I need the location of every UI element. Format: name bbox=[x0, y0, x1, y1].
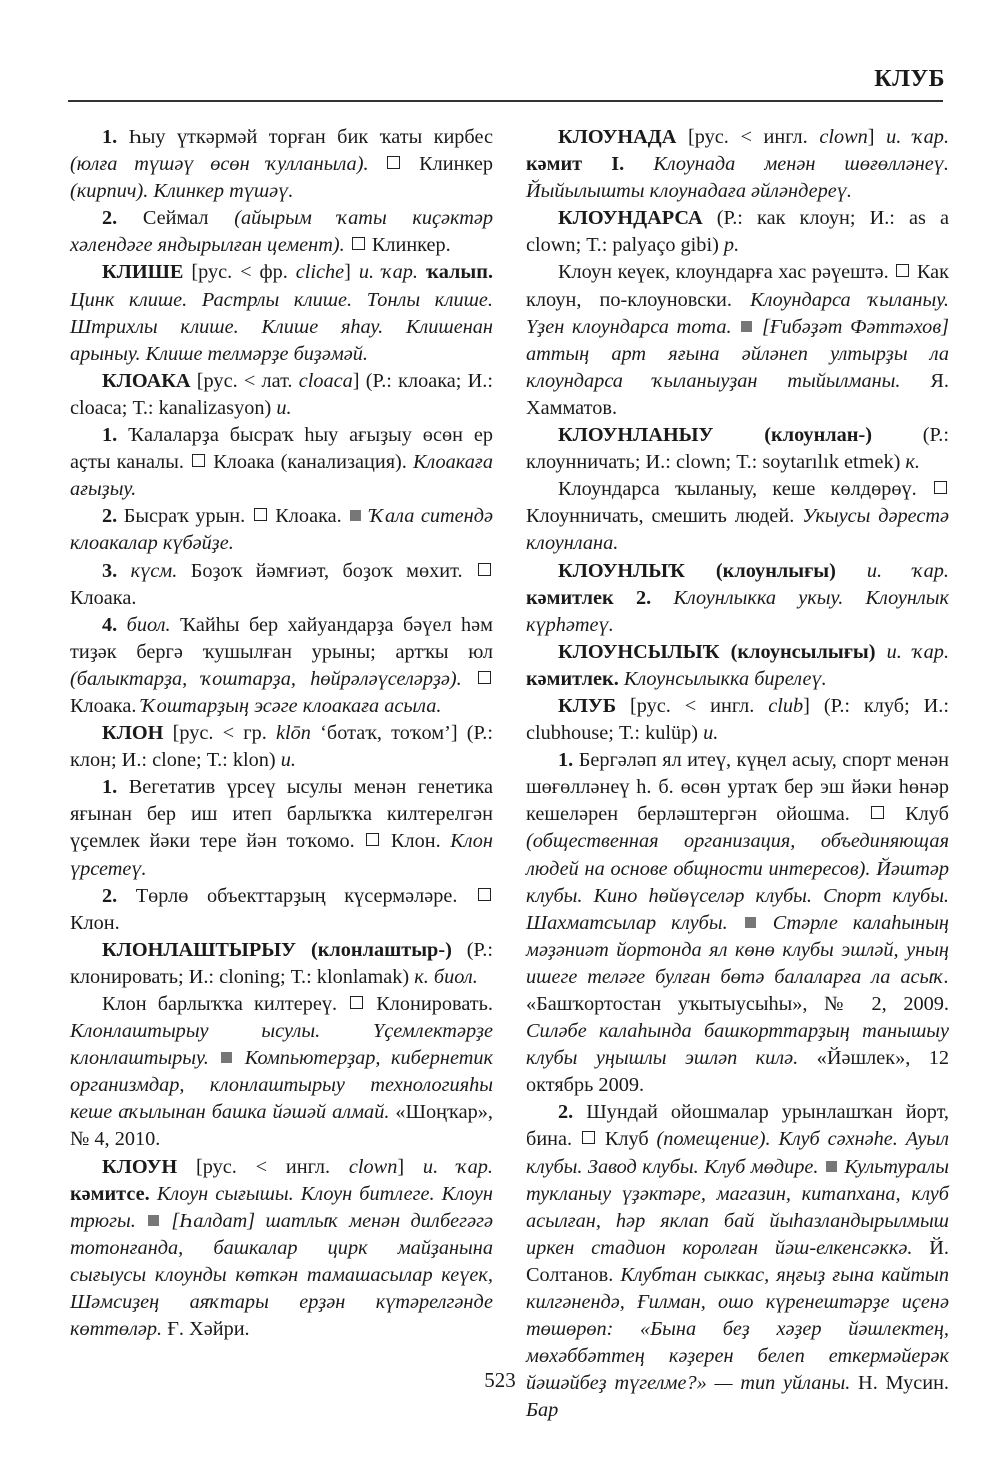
dictionary-paragraph bbox=[526, 476, 949, 557]
body-text bbox=[136, 1210, 146, 1232]
headword-bold-text: КЛОУНАДА bbox=[558, 126, 677, 148]
dictionary-paragraph bbox=[526, 693, 949, 747]
italic-text: Компьютерҙар, кибернетик организмдар, клонлаштырыу технологияһы кеше аҡылынан башка йәшәй алмай. bbox=[70, 1047, 493, 1124]
body-text bbox=[754, 316, 762, 338]
italic-text: Клон үрсетеү. bbox=[70, 830, 493, 880]
dictionary-paragraph bbox=[70, 612, 493, 720]
russian-equivalent-box-icon bbox=[871, 806, 884, 819]
dictionary-paragraph bbox=[70, 1154, 493, 1344]
dictionary-paragraph bbox=[70, 774, 493, 882]
body-text: ] bbox=[344, 261, 359, 284]
italic-text: Бар bbox=[526, 1399, 559, 1422]
body-text: Клоунничать, смешить людей. bbox=[526, 505, 803, 528]
italic-text: и. ҡар. bbox=[422, 1155, 494, 1178]
italic-text: [Ғибәҙәт Фәттәхов] аттың арт яғына әйләнеп ултырҙы ла клоундарса ҡыланыуҙан тыйылманы. bbox=[526, 315, 950, 392]
dictionary-paragraph bbox=[70, 991, 493, 1154]
body-text: (Р.: как клоун; И.: as a clown; Т.: palyaço gibi) bbox=[526, 207, 949, 257]
body-text: Ғ. Хәйри. bbox=[162, 1318, 250, 1341]
body-text: Сеймал bbox=[142, 207, 235, 230]
headword-bold-text: 1. bbox=[558, 749, 579, 772]
headword-bold-text: (клоунлығы) bbox=[715, 559, 836, 582]
italic-text: Клоунсылыкка бирелеү. bbox=[623, 667, 827, 690]
body-text: Һыу үткәрмәй торған бик ҡаты кирбес bbox=[128, 126, 493, 148]
italic-text: klōn bbox=[276, 722, 311, 745]
italic-text: Клубтан сыккас, яңғыҙ ғына кайтып килгәнендә, Ғилман, ошо күренештәрҙе иҫенә төшөрөп: «Бына беҙ хәҙер йәшлектең, мөхәббәттең кәҙерен белеп еткермәйерәк йәшәйбеҙ түгелме?» — тип уйланы. bbox=[526, 1263, 949, 1395]
body-text: [рус. < ингл. bbox=[676, 126, 820, 148]
dictionary-paragraph bbox=[526, 422, 949, 476]
italic-text: (айырым ҡаты киҫәктәр хәлендәге яндырылған цемент). bbox=[70, 207, 494, 257]
body-text: [рус. < фр. bbox=[183, 261, 296, 284]
russian-equivalent-box-icon bbox=[478, 888, 491, 901]
body-text: Шундай ойошмалар урынлашҡан йорт, бина. bbox=[526, 1101, 949, 1151]
headword-bold-text: 1. bbox=[102, 776, 129, 799]
dictionary-paragraph bbox=[70, 205, 493, 259]
headword-bold-text: КЛИШЕ bbox=[102, 261, 184, 284]
italic-text: (балыктарҙа, ҡоштарҙа, һөйрәләүселәрҙә). bbox=[70, 667, 462, 690]
body-text: Клуб bbox=[885, 803, 949, 826]
russian-equivalent-box-icon bbox=[254, 508, 267, 521]
italic-text: и. ҡар. bbox=[886, 640, 950, 663]
italic-text: Ҡоштарҙың эсәге клоакаға асыла. bbox=[141, 694, 442, 717]
headword-bold-text: КЛУБ bbox=[558, 694, 617, 717]
body-text bbox=[462, 668, 476, 690]
headword-bold-text: 4. bbox=[102, 613, 127, 636]
headword-bold-text: КЛОУНЛЫҠ bbox=[558, 559, 685, 582]
headword-bold-text: КЛОУНЛАНЫУ (клоунлан-) bbox=[558, 424, 872, 447]
headword-bold-text: 1. bbox=[102, 424, 129, 447]
body-text bbox=[418, 261, 426, 283]
italic-text: Укыусы дәрестә клоунлана. bbox=[526, 505, 949, 555]
body-text bbox=[728, 912, 743, 934]
russian-equivalent-box-icon bbox=[582, 1131, 595, 1144]
body-text: Клуб bbox=[596, 1128, 657, 1151]
body-text: Клонировать. bbox=[365, 993, 493, 1015]
italic-text: к. биол. bbox=[414, 965, 478, 988]
body-text bbox=[369, 153, 386, 175]
body-text bbox=[876, 641, 887, 663]
italic-text: Клоун сығышы. Клоун битлеге. Клоун трюгы. bbox=[70, 1182, 493, 1232]
body-text bbox=[296, 939, 311, 961]
body-text: ‘ботаҡ, тоҡом’] (Р.: клон; И.: clone; Т.: klon) bbox=[70, 722, 493, 772]
italic-text: күсм. bbox=[130, 559, 178, 582]
body-text: «Шоңҡар», № 4, 2010. bbox=[70, 1101, 493, 1151]
dictionary-paragraph bbox=[526, 747, 949, 1099]
italic-text: (кирпич). Клинкер түшәү. bbox=[70, 180, 294, 203]
headword-bold-text: 2. bbox=[102, 207, 143, 230]
italic-text: (помещение). Клуб сәхнәһе. Ауыл клубы. Завод клубы. Клуб мөдире. bbox=[526, 1128, 950, 1178]
italic-text: cliche bbox=[295, 261, 345, 284]
italic-text: (юлға түшәү өсөн ҡулланыла). bbox=[70, 153, 369, 176]
body-text: [рус. < лат. bbox=[190, 369, 299, 392]
russian-equivalent-box-icon bbox=[478, 671, 491, 684]
body-text: Клон. bbox=[70, 911, 120, 934]
body-text: (Р.: клоунничать; И.: clown; Т.: soytarılık etmek) bbox=[526, 424, 949, 474]
citation-square-icon bbox=[741, 321, 752, 332]
running-head: КЛУБ bbox=[874, 66, 945, 92]
body-text: Төрлө объекттарҙың күсермәләре. bbox=[135, 884, 477, 907]
russian-equivalent-box-icon bbox=[350, 996, 363, 1009]
body-text: ] bbox=[867, 126, 887, 148]
body-text: Вегетатив үрсеү ысулы менән генетика яғынан бер иш итеп барлыҡҡа килтерелгән үҫемлек йәки тере йән тоҡомо. bbox=[70, 776, 494, 853]
body-text bbox=[651, 587, 673, 609]
italic-text: и. bbox=[280, 749, 296, 772]
headword-bold-text: (клонлаштыр-) bbox=[310, 938, 452, 961]
body-text bbox=[150, 1183, 157, 1205]
dictionary-paragraph bbox=[70, 124, 493, 205]
body-text: «Йәшлек», 12 октябрь 2009. bbox=[526, 1047, 950, 1097]
italic-text: биол. bbox=[126, 613, 171, 636]
page-number: 523 bbox=[484, 1368, 516, 1392]
headword-bold-text: КЛОУНДАРСА bbox=[558, 207, 703, 230]
body-text: Клоундарса ҡыланыу, кеше көлдөрөү. bbox=[558, 478, 932, 501]
body-text bbox=[345, 234, 350, 256]
citation-square-icon bbox=[350, 510, 361, 521]
dictionary-paragraph bbox=[70, 558, 493, 612]
italic-text: Клоакаға ағыҙыу. bbox=[70, 451, 493, 501]
dictionary-paragraph bbox=[526, 639, 949, 693]
body-text: (Р.: клонировать; И.: cloning; Т.: klonlamak) bbox=[70, 938, 493, 988]
citation-square-icon bbox=[745, 917, 756, 928]
body-text: Я. Хамматов. bbox=[526, 369, 949, 419]
headword-bold-text: кәмит I. bbox=[526, 153, 625, 176]
headword-bold-text: 2. bbox=[558, 1101, 587, 1124]
citation-square-icon bbox=[826, 1161, 837, 1172]
italic-text: clown bbox=[819, 126, 868, 148]
body-text: Бергәләп ял итеү, күңел асыу, спорт менән шөғөлләнеү һ. б. өсөн уртаҡ бер эш йәки һөнәр кешеләрен берләштергән ойошма. bbox=[526, 749, 950, 826]
left-column bbox=[70, 124, 493, 1343]
citation-square-icon bbox=[148, 1215, 159, 1226]
body-text bbox=[234, 1047, 244, 1069]
body-text: Бысраҡ урын. bbox=[123, 505, 252, 528]
italic-text: Клоунада менән шөғөлләнеү. Йыйылышты клоунадаға әйләндереү. bbox=[526, 153, 949, 203]
headword-bold-text: 1. bbox=[102, 126, 129, 148]
body-text bbox=[161, 1210, 171, 1232]
italic-text: и. bbox=[703, 722, 719, 745]
dictionary-paragraph bbox=[526, 205, 949, 259]
headword-bold-text: (клоунсылығы) bbox=[730, 640, 876, 663]
italic-text: Цинк клише. Растрлы клише. Тонлы клише. Штрихлы клише. Клише яһау. Клишенан арыныу. Клише телмәрҙе биҙәмәй. bbox=[70, 288, 493, 365]
body-text: ] (Р.: клуб; И.: clubhouse; Т.: kulüp) bbox=[526, 694, 949, 745]
body-text: Й. Солтанов. bbox=[526, 1236, 950, 1286]
headword-bold-text: 2. bbox=[102, 884, 136, 907]
italic-text: Клоунлыкка укыу. Клоунлык күрһәтеү. bbox=[526, 586, 949, 636]
italic-text: и. ҡар. bbox=[358, 261, 419, 284]
body-text: Ҡалаларҙа бысраҡ һыу ағыҙыу өсөн ер аҫты каналы. bbox=[70, 424, 494, 474]
dictionary-paragraph bbox=[70, 368, 493, 422]
headword-bold-text: ҡалып. bbox=[425, 261, 494, 284]
italic-text: и. ҡар. bbox=[866, 559, 949, 582]
italic-text: (общественная организация, объединяющая людей на основе общности интересов). Йәштәр клубы. Кино һөйөүселәр клубы. Спорт клубы. Шахматсылар клубы. bbox=[526, 830, 949, 934]
body-text: ] bbox=[397, 1155, 423, 1178]
italic-text: clown bbox=[348, 1155, 398, 1178]
body-text bbox=[720, 641, 731, 663]
russian-equivalent-box-icon bbox=[934, 481, 947, 494]
headword-bold-text: кәмитлек. bbox=[526, 667, 619, 690]
headword-bold-text: кәмитсе. bbox=[70, 1182, 150, 1205]
italic-text: Ҡала ситендә клоакалар күбәйҙе. bbox=[70, 505, 494, 555]
body-text: Клон барлыҡҡа килтереү. bbox=[102, 993, 349, 1015]
russian-equivalent-box-icon bbox=[387, 156, 400, 169]
body-text: Н. Мусин. bbox=[850, 1372, 949, 1395]
dictionary-paragraph bbox=[70, 937, 493, 991]
body-text: [рус. < ингл. bbox=[177, 1155, 349, 1178]
russian-equivalent-box-icon bbox=[192, 454, 205, 467]
body-text: Клоака. bbox=[70, 694, 142, 717]
dictionary-paragraph bbox=[70, 259, 493, 367]
body-text: «Башҡортостан уҡытыусыһы», № 2, 2009. bbox=[526, 993, 949, 1015]
italic-text: [Һалдат] шатлыҡ менән дилбегәгә тотонғанда, башкалар цирк майҙанына сығыусы клоунды көткән тамашасылар кеүек, Шәмсиҙең аяҡтары ерҙән күтәрелгәнде көттөләр. bbox=[70, 1209, 494, 1341]
dictionary-paragraph bbox=[526, 259, 949, 422]
headword-bold-text: 2. bbox=[102, 505, 124, 528]
dictionary-paragraph bbox=[526, 124, 949, 205]
body-text bbox=[209, 1047, 219, 1069]
russian-equivalent-box-icon bbox=[352, 237, 365, 250]
headword-bold-text: КЛОУН bbox=[102, 1155, 178, 1178]
headword-bold-text: КЛОУНСЫЛЫҠ bbox=[558, 640, 720, 663]
body-text: [рус. < гр. bbox=[163, 722, 277, 745]
italic-text: и. bbox=[276, 396, 292, 419]
headword-bold-text: кәмитлек 2. bbox=[526, 586, 652, 609]
body-text bbox=[836, 560, 867, 582]
headword-bold-text: КЛОНЛАШТЫРЫУ bbox=[102, 938, 297, 961]
body-text: Клоака. bbox=[268, 505, 349, 528]
russian-equivalent-box-icon bbox=[478, 563, 491, 576]
italic-text: к. bbox=[905, 451, 920, 474]
body-text: Клинкер bbox=[402, 153, 493, 176]
body-text: Как клоун, по-клоуновски. bbox=[526, 261, 949, 311]
headword-bold-text: 3. bbox=[102, 559, 131, 582]
italic-text: и. ҡар. bbox=[886, 126, 950, 148]
italic-text: Стәрле калаһының мәҙәниәт йортонда ял көнө клубы эшләй, уның ишеге теләге булған бөтә балаларға ла асыҡ. bbox=[526, 911, 949, 988]
dictionary-paragraph bbox=[70, 883, 493, 937]
body-text bbox=[624, 153, 653, 175]
body-text bbox=[758, 912, 773, 934]
body-text: Клоака. bbox=[70, 586, 137, 609]
header-divider bbox=[68, 100, 943, 102]
italic-text: Клоундарса ҡыланыу. Үҙен клоундарса тота. bbox=[526, 288, 949, 338]
italic-text: Клонлаштырыу ысулы. Үҫемлектәрҙе клонлаштырыу. bbox=[70, 1020, 493, 1070]
italic-text: cloaca bbox=[298, 369, 353, 392]
body-text bbox=[685, 560, 716, 582]
body-text: Клоун кеүек, клоундарға хас рәүештә. bbox=[558, 261, 895, 284]
body-text: ] (Р.: клоака; И.: cloaca; Т.: kanalizasyon) bbox=[70, 369, 493, 419]
italic-text: Силәбе калаһында башкорттарҙың танышыу клубы уңышлы эшләп килә. bbox=[526, 1020, 949, 1070]
russian-equivalent-box-icon bbox=[896, 264, 909, 277]
body-text: Клинкер. bbox=[366, 234, 451, 257]
body-text: Боҙоҡ йәмғиәт, боҙоҡ мөхит. bbox=[177, 559, 476, 582]
dictionary-paragraph bbox=[70, 422, 493, 503]
italic-text: club bbox=[768, 694, 804, 717]
citation-square-icon bbox=[221, 1052, 232, 1063]
headword-bold-text: КЛОАКА bbox=[102, 369, 191, 392]
dictionary-paragraph bbox=[70, 503, 493, 557]
headword-bold-text: КЛОН bbox=[102, 722, 164, 745]
dictionary-paragraph bbox=[70, 720, 493, 774]
body-text: Клон. bbox=[381, 830, 451, 853]
body-text bbox=[819, 1156, 824, 1178]
russian-equivalent-box-icon bbox=[366, 833, 379, 846]
body-text bbox=[732, 316, 740, 338]
body-text: Клоака (канализация). bbox=[207, 451, 413, 474]
dictionary-paragraph bbox=[526, 558, 949, 639]
italic-text: р. bbox=[723, 234, 740, 257]
right-column bbox=[526, 124, 949, 1425]
italic-text: Культуралы тукланыу үҙәктәре, магазин, китапхана, клуб асылған, һәр яклап бай йыһазландырылмыш иркен стадион королған йәш-елкенсәккә. bbox=[526, 1155, 949, 1259]
body-text: [рус. < ингл. bbox=[616, 694, 769, 717]
body-text: Ҡайһы бер хайуандарҙа бәүел һәм тиҙәк бергә ҡушылған урыны; артҡы юл bbox=[70, 613, 493, 663]
